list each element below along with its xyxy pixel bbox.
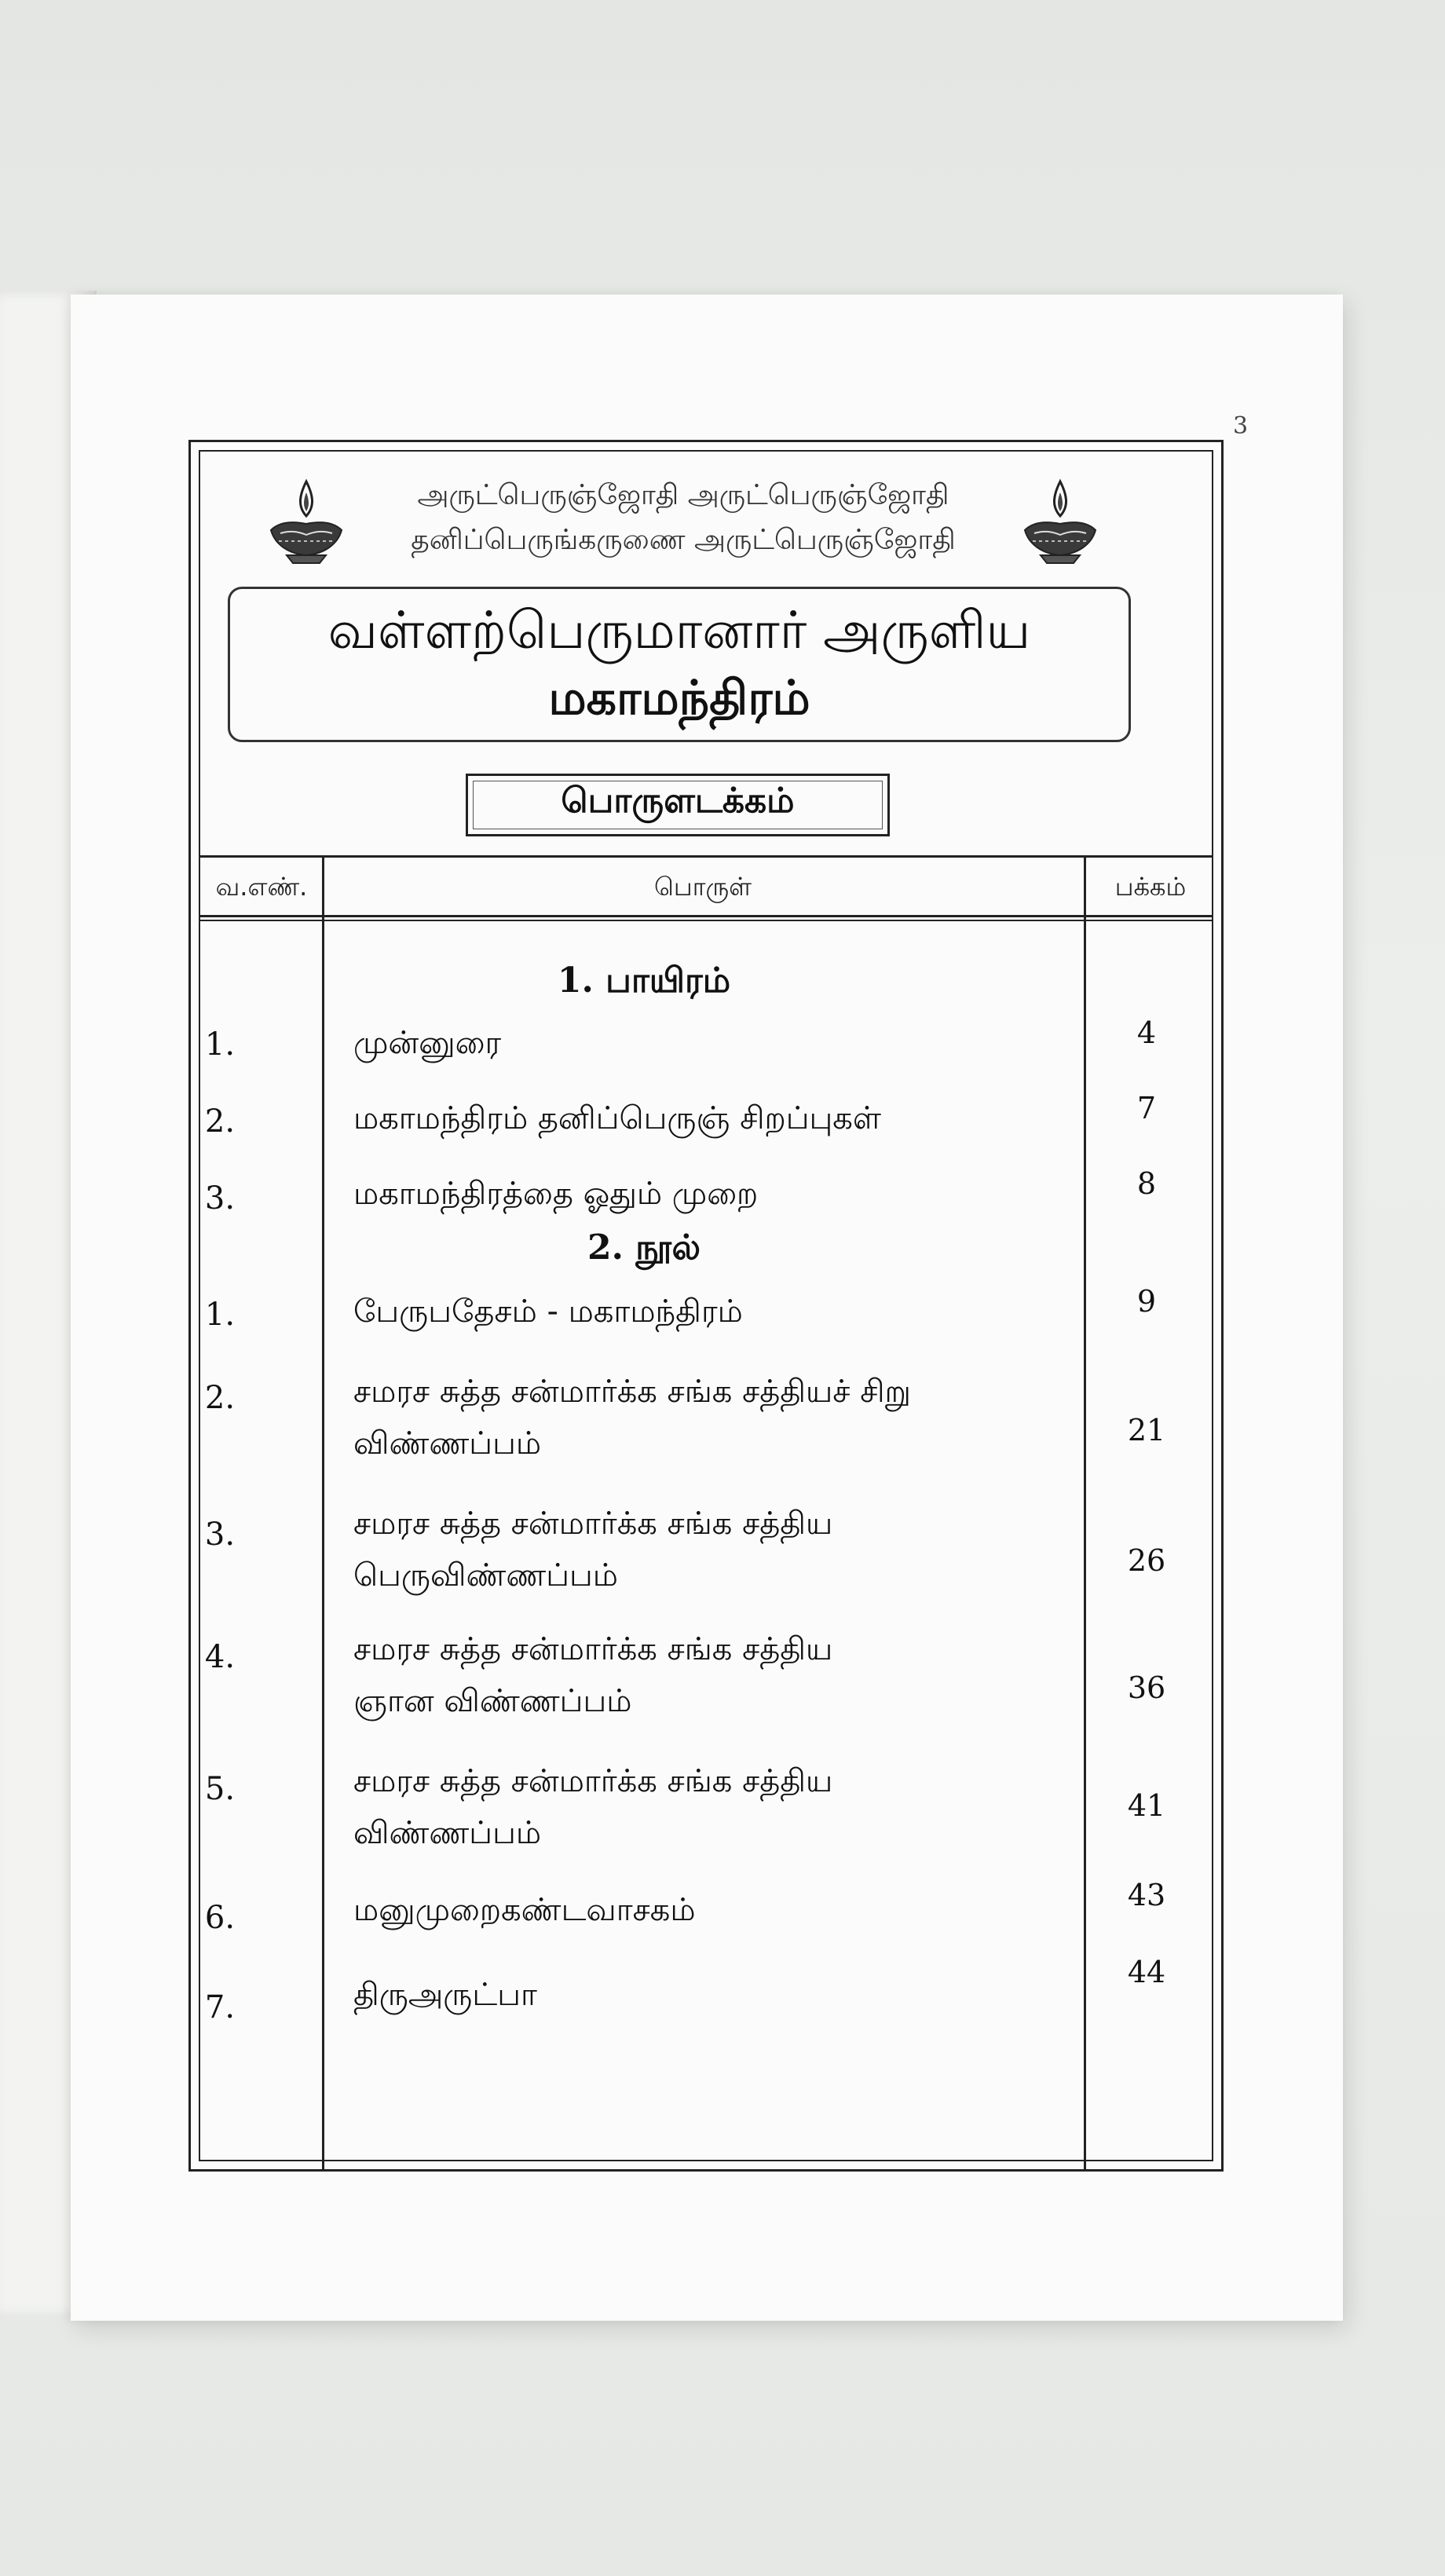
title-box [228,587,1131,742]
entry-title-line-2: விண்ணப்பம் [353,1425,542,1462]
column-divider-number [322,855,324,2172]
column-divider-page [1084,855,1086,2172]
entry-page: 43 [1127,1878,1166,1912]
entry-page: 44 [1127,1955,1166,1989]
section-heading: 1. பாயிரம் [557,961,731,1001]
table-header-rule-double [200,920,1213,921]
entry-number: 7. [204,1989,236,2025]
entry-number: 1. [204,1297,236,1333]
entry-title-line-1: சமரச சுத்த சன்மார்க்க சங்க சத்திய [353,1506,833,1542]
invocation-line-1: அருட்பெருஞ்ஜோதி அருட்பெருஞ்ஜோதி [417,479,949,511]
column-header-number: வ.எண். [215,872,308,902]
entry-number: 2. [204,1103,236,1140]
contents-heading-box [466,774,890,836]
entry-title-line-1: சமரச சுத்த சன்மார்க்க சங்க சத்திய [353,1763,833,1799]
entry-page: 4 [1136,1015,1157,1050]
entry-page: 9 [1136,1284,1157,1319]
entry-page: 7 [1136,1091,1157,1125]
page-number: 3 [1233,412,1249,440]
entry-title-line-1: சமரச சுத்த சன்மார்க்க சங்க சத்தியச் சிறு [353,1374,911,1410]
entry-title: திருஅருட்பா [353,1977,537,2013]
book-page [71,295,1343,2321]
entry-title-line-2: பெருவிண்ணப்பம் [353,1557,618,1594]
entry-number: 6. [204,1900,236,1936]
entry-page: 41 [1127,1788,1166,1823]
oil-lamp-icon [1017,475,1103,569]
entry-number: 3. [204,1517,236,1553]
table-header-rule [200,915,1213,917]
entry-title-line-2: விண்ணப்பம் [353,1815,542,1851]
entry-title: மகாமந்திரத்தை ஓதும் முறை [353,1176,759,1212]
entry-page: 21 [1127,1413,1166,1447]
section-heading: 2. நூல் [587,1228,701,1268]
entry-page: 8 [1136,1166,1157,1201]
entry-title: மனுமுறைகண்டவாசகம் [353,1892,696,1928]
column-header-page: பக்கம் [1114,872,1187,902]
table-top-rule [200,855,1213,858]
contents-heading: பொருளடக்கம் [561,781,795,821]
entry-title: மகாமந்திரம் தனிப்பெருஞ் சிறப்புகள் [353,1100,881,1136]
title-line-1: வள்ளற்பெருமானார் அருளிய [327,600,1031,660]
entry-number: 3. [204,1180,236,1217]
entry-title: முன்னுரை [353,1025,502,1061]
entry-title-line-1: சமரச சுத்த சன்மார்க்க சங்க சத்திய [353,1631,833,1667]
entry-number: 5. [204,1771,236,1807]
entry-page: 26 [1127,1543,1166,1578]
entry-number: 2. [204,1380,236,1416]
entry-page: 36 [1127,1670,1166,1705]
oil-lamp-icon [263,475,349,569]
entry-number: 4. [204,1639,236,1675]
title-line-2: மகாமந்திரம் [548,671,810,726]
entry-number: 1. [204,1026,236,1063]
entry-title: பேருபதேசம் - மகாமந்திரம் [353,1293,743,1330]
invocation-line-2: தனிப்பெருங்கருணை அருட்பெருஞ்ஜோதி [411,524,956,556]
column-header-subject: பொருள் [654,872,752,902]
entry-title-line-2: ஞான விண்ணப்பம் [353,1683,632,1719]
